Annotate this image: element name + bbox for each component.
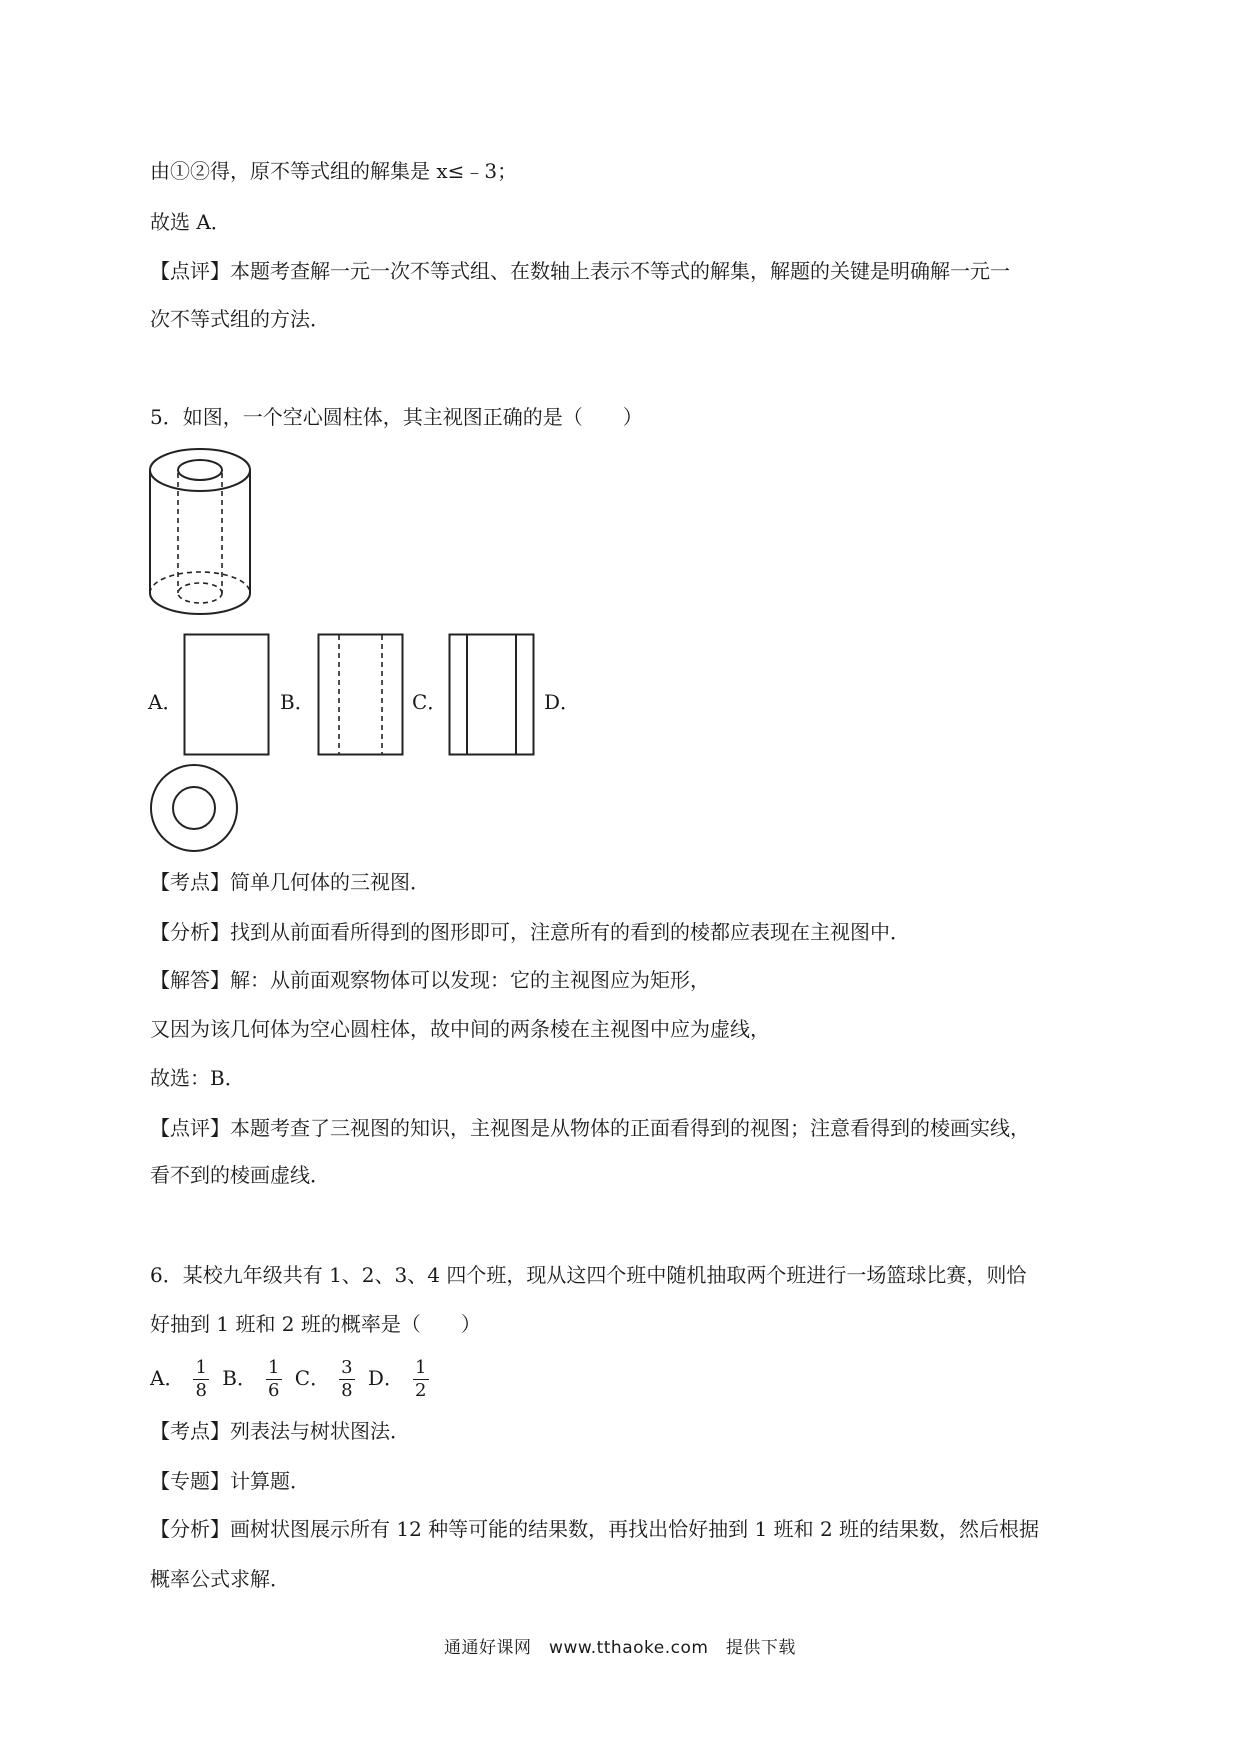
option-c-rect bbox=[448, 633, 536, 757]
page-footer: 通通好课网 www.tthaoke.com 提供下载 bbox=[444, 1638, 796, 1658]
q6-option-c-label: C． bbox=[294, 1366, 331, 1390]
q5-dianping-cont: 看不到的棱画虚线． bbox=[150, 1163, 330, 1187]
q6-option-b-fraction: $\frac{1}{6}$ bbox=[265, 1358, 282, 1401]
q6-options bbox=[150, 1358, 435, 1401]
q6-option-d-fraction: $\frac{1}{2}$ bbox=[412, 1358, 429, 1401]
q6-stem: 6．某校九年级共有 1、2、3、4 四个班，现从这四个班中随机抽取两个班进行一场篮球比赛，则恰 bbox=[150, 1263, 1027, 1287]
q6-option-b-label: B． bbox=[222, 1366, 257, 1390]
q6-stem-cont: 好抽到 1 班和 2 班的概率是（ ） bbox=[150, 1312, 481, 1336]
q5-dianping: 【点评】本题考查了三视图的知识，主视图是从物体的正面看得到的视图；注意看得到的棱画实线， bbox=[150, 1116, 1030, 1140]
option-b-label: B． bbox=[280, 690, 315, 714]
option-a-label: A． bbox=[148, 690, 183, 714]
option-b-rect bbox=[317, 633, 405, 757]
comment-line: 【点评】本题考查解一元一次不等式组、在数轴上表示不等式的解集，解题的关键是明确解一元一 bbox=[150, 259, 1010, 283]
hollow-cylinder-figure bbox=[145, 445, 260, 625]
q6-option-c-fraction: $\frac{3}{8}$ bbox=[338, 1358, 355, 1401]
q6-option-a-fraction: $\frac{1}{8}$ bbox=[192, 1358, 209, 1401]
q5-fenxi: 【分析】找到从前面看所得到的图形即可，注意所有的看到的棱都应表现在主视图中． bbox=[150, 920, 910, 944]
answer-line: 故选 A． bbox=[150, 210, 231, 234]
q6-fenxi-cont: 概率公式求解． bbox=[150, 1567, 290, 1591]
solution-line: 由①②得，原不等式组的解集是 x≤﹣3； bbox=[150, 159, 518, 183]
q5-answer: 故选：B． bbox=[150, 1066, 245, 1090]
q5-kaodian: 【考点】简单几何体的三视图． bbox=[150, 870, 430, 894]
comment-line-cont: 次不等式组的方法． bbox=[150, 307, 330, 331]
option-d-annulus bbox=[148, 762, 240, 854]
q5-stem: 5．如图，一个空心圆柱体，其主视图正确的是（ ） bbox=[150, 405, 643, 429]
q6-fenxi: 【分析】画树状图展示所有 12 种等可能的结果数，再找出恰好抽到 1 班和 2 班的结果数，然后根据 bbox=[150, 1517, 1040, 1541]
option-a-rect bbox=[183, 633, 271, 757]
q6-zhuanti: 【专题】计算题． bbox=[150, 1469, 310, 1493]
q6-option-a-label: A． bbox=[150, 1366, 185, 1390]
q5-jieda-cont: 又因为该几何体为空心圆柱体，故中间的两条棱在主视图中应为虚线， bbox=[150, 1017, 770, 1041]
option-c-label: C． bbox=[412, 690, 448, 714]
option-d-label: D． bbox=[544, 690, 581, 714]
q5-jieda: 【解答】解：从前面观察物体可以发现：它的主视图应为矩形， bbox=[150, 968, 710, 992]
q6-kaodian: 【考点】列表法与树状图法． bbox=[150, 1419, 410, 1443]
q6-option-d-label: D． bbox=[367, 1366, 404, 1390]
